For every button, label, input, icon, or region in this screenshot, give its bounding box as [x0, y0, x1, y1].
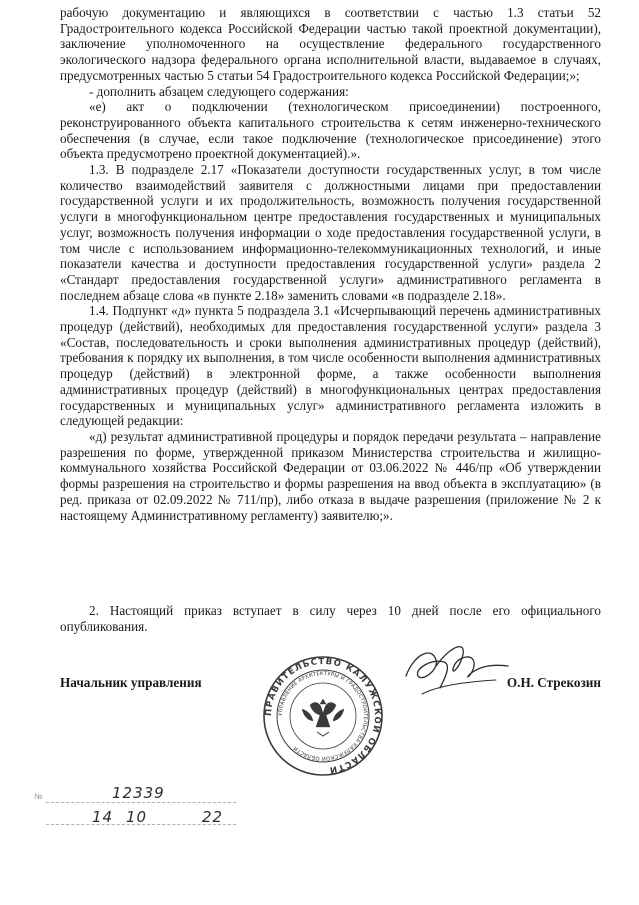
paragraph-continuation: рабочую документацию и являющихся в соответствии с частью 1.3 статьи 52 Градостроительного кодекса Российской Федерации частью такой проектной документации), заключение уполномоченного на осуществление федерального государственного экологического надзора федерального органа исполнительной власти, выдаваемое в случаях, предусмотренных частью 5 статьи 54 Градостроительного кодекса Российской Федерации;»;: [60, 5, 601, 83]
signatory-name: О.Н. Стрекозин: [506, 675, 601, 690]
registration-date-day: 14: [92, 808, 114, 826]
registration-date-month: 10: [126, 808, 148, 826]
paragraph-item-1-3: 1.3. В подразделе 2.17 «Показатели доступности государственных услуг, в том числе количество взаимодействий заявителя с должностными лицами при предоставлении государственной услуги и их продолжительность, возможность получения государственной услуги в многофункциональном центре предоставления государственных и муниципальных услуг, возможность получения информации о ходе предоставления государственной услуги, в том числе с использованием информационно-телекоммуникационных технологий, и иные показатели качества и доступности предоставления государственной услуги» раздела 2 «Стандарт предоставления государственной услуги» административного регламента в последнем абзаце слова «в пункте 2.18» заменить словами «в подразделе 2.18».: [60, 162, 601, 303]
registration-number-line: [46, 802, 236, 803]
order-section: [60, 603, 601, 634]
registration-number-label-icon: №: [34, 792, 44, 801]
paragraph-order-2: 2. Настоящий приказ вступает в силу через 10 дней после его официального опубликования.: [60, 603, 601, 634]
handwritten-signature: [392, 636, 512, 700]
paragraph-clause-d: «д) результат административной процедуры и порядок передачи результата – направление разрешения по форме, утвержденной приказом Министерства строительства и жилищно-коммунального хозяйства Российской Федерации от 03.06.2022 № 446/пр «Об утверждении формы разрешения на строительство и формы разрешения на ввод объекта в эксплуатацию» (в ред. приказа от 02.09.2022 № 711/пр), либо отказа в выдаче разрешения (приложение № 2 к настоящему Административному регламенту) заявителю;».: [60, 428, 601, 523]
coat-of-arms-icon: [302, 699, 344, 736]
registration-block: [28, 772, 248, 842]
paragraph-item-1-4: 1.4. Подпункт «д» пункта 5 подраздела 3.1 «Исчерпывающий перечень административных процедур (действий), необходимых для предоставления государственной услуги» раздела 3 «Состав, последовательность и сроки выполнения административных процедур (действий), требования к порядку их выполнения, в том числе особенности выполнения административных процедур (действий) в электронной форме, а также особенности выполнения административных процедур (действий) в многофункциональных центрах предоставления государственных и муниципальных услуг» административного регламента изложить в следующей редакции:: [60, 303, 601, 429]
stamp-inner-text: УПРАВЛЕНИЕ АРХИТЕКТУРЫ И ГРАДОСТРОИТЕЛЬСТВА КАЛУЖСКОЙ ОБЛАСТИ: [277, 670, 369, 762]
paragraph-add-clause: - дополнить абзацем следующего содержания:: [89, 83, 349, 99]
document-body: [60, 5, 601, 523]
stamp-outer-text: ПРАВИТЕЛЬСТВО КАЛУЖСКОЙ ОБЛАСТИ: [263, 656, 383, 775]
official-stamp: [262, 655, 384, 777]
paragraph-clause-e: «е) акт о подключении (технологическом присоединении) построенного, реконструированного объекта капитального строительства к сетям инженерно-технического обеспечения (в случае, если такое подключение (технологическое присоединение) этого объекта предусмотрено проектной документацией).».: [60, 99, 601, 162]
registration-date-year: 22: [202, 808, 224, 826]
registration-number: 12339: [112, 784, 165, 802]
signatory-title: Начальник управления: [60, 675, 202, 690]
